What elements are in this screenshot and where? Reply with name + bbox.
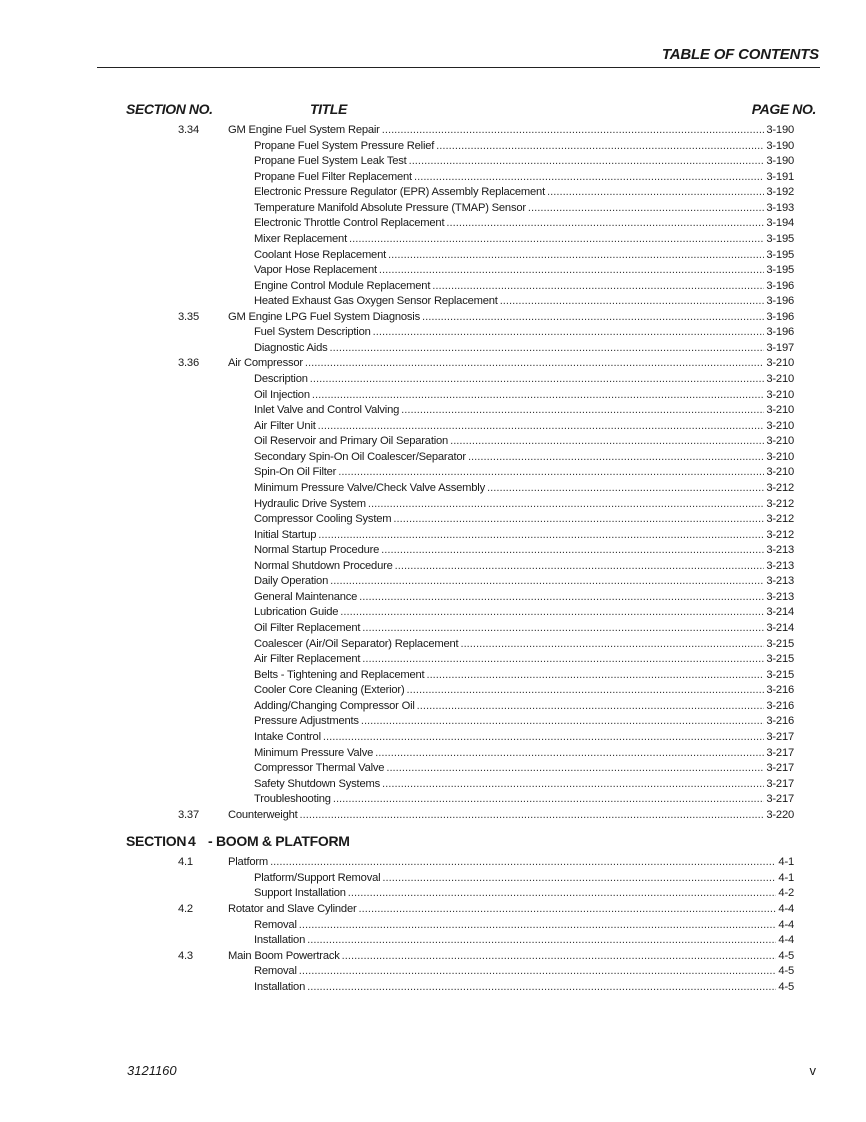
toc-entry[interactable] (0, 918, 866, 934)
section-number: 4 (188, 833, 196, 850)
dot-leader (401, 403, 764, 419)
toc-entry-page: 3-197 (766, 341, 794, 354)
toc-entry-page: 3-196 (766, 295, 794, 308)
toc-entry[interactable] (0, 419, 866, 435)
toc-entry[interactable] (0, 248, 866, 264)
dot-leader (368, 497, 765, 513)
toc-entry-line (228, 123, 794, 139)
toc-entry-title: Installation (254, 934, 306, 947)
toc-entry-line (228, 808, 794, 824)
toc-entry-title: Compressor Thermal Valve (254, 762, 385, 775)
section-label: SECTION (126, 833, 187, 850)
toc-entry[interactable] (0, 683, 866, 699)
toc-entry-title: Air Compressor (228, 357, 303, 370)
dot-leader (349, 232, 764, 248)
toc-entry-number: 3.37 (178, 808, 199, 821)
dot-leader (300, 808, 765, 824)
dot-leader (342, 949, 777, 965)
toc-entry[interactable] (0, 761, 866, 777)
toc-entry[interactable] (0, 154, 866, 170)
toc-entry-line (254, 574, 794, 590)
dot-leader (338, 465, 764, 481)
toc-entry-title: Oil Injection (254, 388, 310, 401)
toc-entry[interactable] (0, 777, 866, 793)
toc-entry-line (254, 403, 794, 419)
toc-entry-line (254, 605, 794, 621)
dot-leader (307, 980, 776, 996)
toc-entry-line (254, 419, 794, 435)
toc-entry[interactable] (0, 512, 866, 528)
toc-entry-page: 3-210 (766, 450, 794, 463)
toc-entry-page: 3-193 (766, 201, 794, 214)
toc-entry-title: Cooler Core Cleaning (Exterior) (254, 684, 405, 697)
toc-entry-line (254, 497, 794, 513)
toc-entry-line (254, 933, 794, 949)
toc-entry-page: 3-196 (766, 310, 794, 323)
toc-entry-line (254, 481, 794, 497)
toc-entry-page: 3-210 (766, 435, 794, 448)
toc-entry-line (254, 980, 794, 996)
toc-entry-page: 3-215 (766, 637, 794, 650)
toc-entry-title: Lubrication Guide (254, 606, 339, 619)
dot-leader (422, 310, 764, 326)
toc-entry-page: 4-4 (778, 918, 794, 931)
toc-entry-line (254, 621, 794, 637)
dot-leader (305, 356, 764, 372)
toc-entry-title: Engine Control Module Replacement (254, 279, 431, 292)
toc-entry-line (254, 714, 794, 730)
toc-entry-line (254, 216, 794, 232)
dot-leader (528, 201, 764, 217)
column-headers (126, 101, 816, 119)
toc-entry[interactable] (0, 232, 866, 248)
toc-entry-line (254, 154, 794, 170)
toc-entry-title: Electronic Throttle Control Replacement (254, 217, 445, 230)
toc-entry-page: 3-215 (766, 653, 794, 666)
toc-entry-page: 3-212 (766, 528, 794, 541)
toc-entry-line (254, 279, 794, 295)
toc-entry-title: Electronic Pressure Regulator (EPR) Assembly Replacement (254, 186, 545, 199)
toc-entry-line (228, 949, 794, 965)
toc-entry-page: 3-214 (766, 622, 794, 634)
toc-entry-title: Coolant Hose Replacement (254, 248, 387, 261)
toc-entry-page: 3-217 (766, 793, 794, 806)
dot-leader (318, 419, 765, 435)
page-number: v (809, 1063, 816, 1078)
dot-leader (362, 652, 764, 668)
dot-leader (386, 761, 764, 777)
toc-entry-title: Propane Fuel Filter Replacement (254, 170, 412, 183)
dot-leader (487, 481, 764, 497)
toc-entry-title: Counterweight (228, 808, 298, 821)
toc-entry-line (254, 512, 794, 528)
toc-entry[interactable] (0, 637, 866, 653)
dot-leader (382, 871, 776, 887)
toc-entry-line (254, 465, 794, 481)
dot-leader (414, 170, 764, 186)
toc-entry-page: 3-210 (766, 388, 794, 401)
toc-entry[interactable] (0, 434, 866, 450)
toc-entry-title: Troubleshooting (254, 793, 331, 806)
dot-leader (318, 528, 764, 544)
toc-entry-page: 3-195 (766, 264, 794, 277)
toc-entry-title: General Maintenance (254, 590, 358, 603)
toc-entry[interactable] (0, 574, 866, 590)
dot-leader (395, 559, 765, 575)
dot-leader (340, 605, 764, 621)
dot-leader (468, 450, 764, 466)
toc-entry-title: Safety Shutdown Systems (254, 777, 380, 790)
toc-entry[interactable] (0, 871, 866, 887)
toc-entry-line (254, 372, 794, 388)
toc-entry-page: 3-212 (766, 481, 794, 494)
toc-entry-page: 4-1 (778, 871, 794, 884)
toc-entry[interactable] (0, 543, 866, 559)
dot-leader (426, 668, 764, 684)
toc-entry-line (254, 871, 794, 887)
toc-entry-page: 3-216 (766, 699, 794, 712)
toc-entry[interactable] (0, 590, 866, 606)
toc-entry-number: 4.1 (178, 856, 193, 869)
dot-leader (330, 341, 765, 357)
toc-entry-line (254, 170, 794, 186)
dot-leader (323, 730, 765, 746)
toc-entry-line (254, 232, 794, 248)
toc-entry-page: 3-190 (766, 155, 794, 168)
toc-entry-number: 3.34 (178, 124, 199, 136)
document-number: 3121160 (127, 1063, 177, 1078)
toc-entry-title: Platform/Support Removal (254, 871, 381, 884)
toc-entry-title: Hydraulic Drive System (254, 497, 366, 510)
toc-entry-line (254, 263, 794, 279)
toc-entry-page: 3-212 (766, 513, 794, 526)
dot-leader (407, 683, 765, 699)
toc-entry-title: Initial Startup (254, 528, 317, 541)
dot-leader (460, 637, 764, 653)
toc-entry[interactable] (0, 123, 866, 139)
toc-entry-number: 4.2 (178, 903, 193, 915)
toc-entry[interactable] (0, 528, 866, 544)
toc-entry-page: 3-210 (766, 404, 794, 417)
toc-entry[interactable] (0, 621, 866, 637)
toc-entry-line (228, 902, 794, 918)
toc-entry[interactable] (0, 481, 866, 497)
dot-leader (307, 933, 776, 949)
dot-leader (382, 123, 765, 139)
toc-entry-line (254, 450, 794, 466)
toc-entry-page: 3-196 (766, 279, 794, 292)
toc-entry[interactable] (0, 699, 866, 715)
toc-entry-title: Fuel System Description (254, 326, 371, 339)
toc-entry-page: 3-214 (766, 606, 794, 619)
toc-entry[interactable] (0, 310, 866, 326)
toc-entry[interactable] (0, 497, 866, 513)
toc-entry-title: Removal (254, 918, 297, 931)
toc-entry-title: Daily Operation (254, 575, 329, 588)
toc-entry-page: 3-217 (766, 730, 794, 743)
toc-entry-page: 3-190 (766, 139, 794, 152)
toc-entry-line (228, 356, 794, 372)
section-heading (0, 823, 866, 855)
toc-entry-title: Normal Shutdown Procedure (254, 559, 393, 572)
toc-entry-page: 3-196 (766, 326, 794, 339)
toc-entry[interactable] (0, 792, 866, 808)
dot-leader (436, 139, 764, 155)
toc-entry-page: 3-192 (766, 186, 794, 199)
toc-entry-page: 3-220 (766, 808, 794, 821)
toc-entry-line (254, 248, 794, 264)
toc-entry-number: 3.35 (178, 310, 199, 323)
title-header: TITLE (310, 101, 347, 117)
toc-entry[interactable] (0, 465, 866, 481)
toc-entry-line (254, 201, 794, 217)
toc-entry-page: 4-4 (778, 934, 794, 947)
toc-entry[interactable] (0, 325, 866, 341)
toc-entry-title: Inlet Valve and Control Valving (254, 404, 400, 417)
dot-leader (373, 325, 765, 341)
toc-entry[interactable] (0, 902, 866, 918)
toc-entry-page: 4-2 (778, 887, 794, 900)
toc-entry-line (254, 637, 794, 653)
toc-entry-title: Coalescer (Air/Oil Separator) Replacement (254, 637, 459, 650)
toc-entry-title: Minimum Pressure Valve (254, 746, 374, 759)
toc-entry-title: Belts - Tightening and Replacement (254, 668, 425, 681)
toc-entry[interactable] (0, 808, 866, 824)
toc-entry-line (254, 341, 794, 357)
toc-list (0, 123, 866, 995)
toc-entry-page: 3-190 (766, 124, 794, 136)
dot-leader (446, 216, 764, 232)
toc-entry-line (228, 310, 794, 326)
dot-leader (432, 279, 764, 295)
toc-entry-page: 3-194 (766, 217, 794, 230)
dot-leader (450, 434, 764, 450)
toc-entry[interactable] (0, 730, 866, 746)
toc-entry-title: Oil Reservoir and Primary Oil Separation (254, 435, 449, 448)
toc-entry-title: Propane Fuel System Leak Test (254, 155, 407, 168)
toc-entry-page: 4-5 (778, 980, 794, 993)
toc-entry-title: Vapor Hose Replacement (254, 264, 377, 277)
toc-entry-title: Spin-On Oil Filter (254, 466, 337, 479)
toc-entry-page: 3-215 (766, 668, 794, 681)
dot-leader (362, 621, 764, 637)
toc-entry-line (254, 886, 794, 902)
toc-entry-line (254, 683, 794, 699)
dot-leader (330, 574, 764, 590)
toc-entry-title: Intake Control (254, 730, 321, 743)
toc-entry[interactable] (0, 403, 866, 419)
toc-entry[interactable] (0, 388, 866, 404)
toc-entry-title: Temperature Manifold Absolute Pressure (TMAP) Sensor (254, 201, 526, 214)
toc-entry[interactable] (0, 450, 866, 466)
toc-entry[interactable] (0, 294, 866, 310)
dot-leader (375, 746, 764, 762)
toc-entry-page: 3-210 (766, 373, 794, 385)
toc-entry-number: 4.3 (178, 949, 193, 962)
toc-entry-line (254, 139, 794, 155)
dot-leader (359, 590, 764, 606)
toc-entry-page: 3-213 (766, 575, 794, 588)
toc-entry-line (254, 325, 794, 341)
dot-leader (348, 886, 777, 902)
toc-entry-line (254, 746, 794, 762)
toc-entry[interactable] (0, 356, 866, 372)
toc-entry-title: Compressor Cooling System (254, 513, 392, 526)
toc-entry-line (254, 559, 794, 575)
toc-entry-page: 3-210 (766, 357, 794, 370)
toc-entry[interactable] (0, 605, 866, 621)
toc-entry[interactable] (0, 341, 866, 357)
toc-entry-title: Air Filter Unit (254, 419, 316, 432)
dot-leader (388, 248, 764, 264)
toc-entry-line (254, 792, 794, 808)
toc-entry-page: 3-213 (766, 559, 794, 572)
dot-leader (359, 902, 777, 918)
toc-entry-line (254, 434, 794, 450)
toc-entry-page: 3-217 (766, 762, 794, 775)
toc-entry-page: 4-4 (778, 903, 794, 915)
toc-entry-title: GM Engine LPG Fuel System Diagnosis (228, 310, 420, 323)
toc-entry[interactable] (0, 263, 866, 279)
toc-entry-title: Description (254, 373, 308, 385)
dot-leader (333, 792, 765, 808)
toc-entry-title: Pressure Adjustments (254, 715, 359, 728)
dot-leader (500, 294, 765, 310)
toc-group-section-4 (0, 855, 866, 995)
toc-entry[interactable] (0, 216, 866, 232)
toc-entry-line (228, 855, 794, 871)
toc-entry-title: Diagnostic Aids (254, 341, 328, 354)
page-header-title: TABLE OF CONTENTS (661, 46, 819, 63)
toc-entry[interactable] (0, 372, 866, 388)
dot-leader (409, 154, 765, 170)
dot-leader (299, 964, 777, 980)
dot-leader (299, 918, 777, 934)
dot-leader (270, 855, 776, 871)
toc-entry[interactable] (0, 886, 866, 902)
toc-entry-page: 3-217 (766, 777, 794, 790)
toc-entry[interactable] (0, 746, 866, 762)
toc-entry-line (254, 761, 794, 777)
toc-entry-page: 3-217 (766, 746, 794, 759)
toc-entry-page: 3-195 (766, 232, 794, 245)
dot-leader (382, 777, 764, 793)
toc-entry-page: 3-216 (766, 684, 794, 697)
dot-leader (379, 263, 765, 279)
toc-entry-line (254, 294, 794, 310)
toc-entry[interactable] (0, 714, 866, 730)
toc-entry-line (254, 699, 794, 715)
toc-entry[interactable] (0, 652, 866, 668)
dot-leader (547, 185, 764, 201)
dot-leader (310, 372, 765, 388)
toc-entry-title: Air Filter Replacement (254, 653, 361, 666)
toc-entry[interactable] (0, 185, 866, 201)
toc-entry-page: 4-1 (778, 856, 794, 869)
dot-leader (417, 699, 765, 715)
toc-entry-line (254, 652, 794, 668)
toc-entry[interactable] (0, 139, 866, 155)
toc-entry-title: Oil Filter Replacement (254, 622, 361, 634)
toc-entry[interactable] (0, 668, 866, 684)
toc-entry-number: 3.36 (178, 357, 199, 370)
toc-entry[interactable] (0, 933, 866, 949)
toc-entry[interactable] (0, 964, 866, 980)
toc-entry-title: Propane Fuel System Pressure Relief (254, 139, 435, 152)
section-no-header: SECTION NO. (126, 101, 213, 117)
toc-entry-page: 4-5 (778, 965, 794, 978)
toc-entry-page: 3-213 (766, 590, 794, 603)
toc-entry-title: Rotator and Slave Cylinder (228, 903, 357, 915)
dot-leader (393, 512, 764, 528)
toc-entry-line (254, 543, 794, 559)
toc-entry-line (254, 590, 794, 606)
toc-entry-title: Removal (254, 965, 297, 978)
toc-entry[interactable] (0, 949, 866, 965)
dot-leader (361, 714, 765, 730)
toc-entry-title: Platform (228, 856, 269, 869)
toc-entry-title: Support Installation (254, 887, 346, 900)
toc-entry-line (254, 528, 794, 544)
toc-entry-page: 4-5 (778, 949, 794, 962)
toc-entry[interactable] (0, 980, 866, 996)
toc-entry-line (254, 730, 794, 746)
toc-entry[interactable] (0, 170, 866, 186)
toc-entry-title: Heated Exhaust Gas Oxygen Sensor Replacement (254, 295, 498, 308)
toc-entry-line (254, 777, 794, 793)
toc-entry[interactable] (0, 279, 866, 295)
toc-entry-page: 3-191 (766, 170, 794, 183)
toc-entry-page: 3-212 (766, 497, 794, 510)
toc-entry[interactable] (0, 201, 866, 217)
toc-entry-line (254, 668, 794, 684)
toc-entry-title: Minimum Pressure Valve/Check Valve Assembly (254, 481, 485, 494)
toc-entry[interactable] (0, 855, 866, 871)
toc-group-section-3 (0, 123, 866, 823)
dot-leader (381, 543, 764, 559)
toc-entry-line (254, 185, 794, 201)
toc-entry-title: GM Engine Fuel System Repair (228, 124, 380, 136)
dot-leader (312, 388, 765, 404)
toc-entry-page: 3-213 (766, 544, 794, 557)
toc-entry-line (254, 918, 794, 934)
toc-entry[interactable] (0, 559, 866, 575)
header-divider (97, 67, 820, 68)
toc-entry-title: Main Boom Powertrack (228, 949, 340, 962)
page-no-header: PAGE NO. (751, 101, 816, 117)
toc-entry-title: Normal Startup Procedure (254, 544, 380, 557)
toc-entry-title: Adding/Changing Compressor Oil (254, 699, 415, 712)
section-name: - BOOM & PLATFORM (208, 833, 350, 850)
toc-entry-page: 3-210 (766, 419, 794, 432)
toc-entry-title: Installation (254, 980, 306, 993)
toc-entry-page: 3-216 (766, 715, 794, 728)
toc-entry-title: Secondary Spin-On Oil Coalescer/Separator (254, 450, 466, 463)
toc-entry-title: Mixer Replacement (254, 232, 347, 245)
toc-entry-line (254, 964, 794, 980)
toc-entry-page: 3-195 (766, 248, 794, 261)
toc-entry-line (254, 388, 794, 404)
toc-entry-page: 3-210 (766, 466, 794, 479)
